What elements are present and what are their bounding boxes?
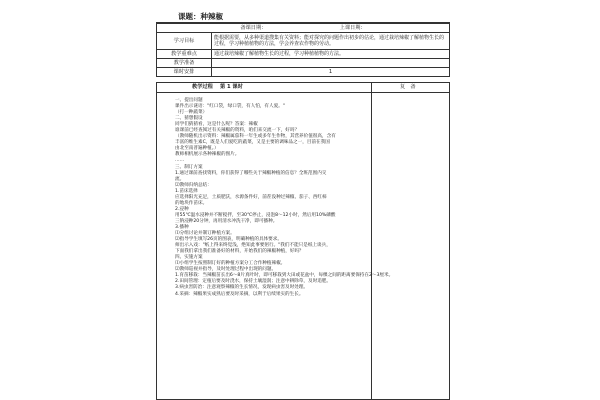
content-line: ⑴分组讨论并制订种植方案。 <box>175 231 235 237</box>
hours-label: 课时安排 <box>157 68 212 77</box>
content-line: 4.采摘：辣椒果实成熟后要及时采摘，以利于后续果实的生长。 <box>175 291 304 297</box>
hours-value: 1 <box>212 68 450 77</box>
prep-label: 教学准备 <box>157 59 212 68</box>
process-period: 第 1 课时 <box>220 84 243 90</box>
content-line: （教师随机出示资料：辣椒属茄科一年生或多年生作物，其营养价值很高，含有 <box>175 134 336 140</box>
class-date-label: 上课日期： <box>339 24 366 31</box>
prep-date-label: 备课日期： <box>240 24 267 31</box>
content-line: 应选择阳光充足，土质肥沃，水源条件好，前茬没种过辣椒、茄子、西红柿 <box>175 194 327 200</box>
content-line: 三钠浸种20分钟，再用清水冲洗干净，即可播种。 <box>175 218 278 224</box>
content-line: 3.病虫害防治：注意观察辣椒的生长情况，发现病虫害及时处理。 <box>175 285 309 291</box>
lesson-title-bar <box>156 12 450 23</box>
content-line: 丰富的维生素C，既是人们爱吃的蔬菜，又是主要的调味品之一，目前在我国 <box>175 140 330 146</box>
content-line: 下面我们拿出我们准备好的材料，开始我们的辣椒种植，好吗？ <box>175 249 304 255</box>
content-line: ⑵指导学生填写26页的图表，明确种植的具体要求。 <box>175 237 282 243</box>
goals-text: 能根据需要，从多种渠道搜集有关资料；能对探究的问题作出初步的估论，通过栽培辣椒了解植物生长的过程，学习种植植物的方法，学会养查农作物的劳动。 <box>212 33 450 50</box>
review-label: 复 备 <box>400 84 416 90</box>
process-header <box>157 83 449 93</box>
goals-label: 学习目标 <box>157 33 212 50</box>
content-line: 由北至南普遍种植。） <box>175 146 219 152</box>
process-title <box>192 83 243 92</box>
content-line: 一、提出问题 <box>175 98 203 103</box>
content-line: 1.苗床选择 <box>175 188 198 194</box>
content-line: 1.育苗移栽：当辣椒苗长出6～8片真叶时，即可移栽到大田或花盆中，每棵之间的距离要保持在2～3厘米。 <box>175 273 394 279</box>
content-line: 2.浸种 <box>175 206 189 212</box>
lesson-info-table <box>156 23 450 77</box>
content-line: …… <box>175 158 185 164</box>
content-line: 用55℃温水浸种并不断搅拌，至30℃停止，浸泡8～12小时，然后用10%磷酸 <box>175 212 336 218</box>
content-line: 三、制订方案 <box>175 164 203 170</box>
content-line: 师出示入戏："纸上得来终觉浅，绝知此事要躬行。"我们不能只是纸上谈兵， <box>175 243 331 249</box>
content-line: 课件出示谜语："红口袋，绿口袋，有人怕，有人爱。" <box>175 104 285 110</box>
content-line: 2.田间管理：定植后要及时浇水，保持土壤湿润；注意中耕除草，及时追肥。 <box>175 279 331 285</box>
content-line: ⑵教师巡视并指导，及时处理过程中出现的问题。 <box>175 267 277 273</box>
content-line: （打一种蔬菜） <box>175 110 208 116</box>
prep-value <box>212 59 450 68</box>
content-line: 四、实施方案 <box>175 255 203 261</box>
content-line: 1.通过课前查找资料，你们获得了哪些关于辣椒种植的信息？全班范围内交 <box>175 170 327 176</box>
content-line: 3.播种 <box>175 224 189 230</box>
teaching-process-section <box>156 82 450 400</box>
content-line: 同学们猜猜看，这是什么呢？答案：辣椒 <box>175 122 258 128</box>
focus-text: 通过栽培辣椒了解植物生长的过程，学习种植植物的方法。 <box>212 50 450 59</box>
review-column-divider <box>371 83 372 399</box>
content-line: 的地块作苗床。 <box>175 200 208 206</box>
content-line: ⑵教师归纳总结： <box>175 182 212 188</box>
lesson-title: 课题：种辣椒 <box>178 12 223 21</box>
content-line: 二、猜想假设 <box>175 116 203 122</box>
process-content <box>175 98 394 298</box>
focus-label: 教学重难点 <box>157 50 212 59</box>
content-line: 教师相机展示各种辣椒的图片。 <box>175 152 240 158</box>
content-line: ⑴小组学生按照制订好的种植方案分工合作种植辣椒。 <box>175 261 286 267</box>
process-title-text: 教学过程 <box>192 84 213 90</box>
prep-date-cell <box>157 24 450 33</box>
content-line: 谁课前已经查阅过有关辣椒的资料，咱们来交流一下，好吗？ <box>175 128 300 134</box>
content-line: 流。 <box>175 176 185 182</box>
